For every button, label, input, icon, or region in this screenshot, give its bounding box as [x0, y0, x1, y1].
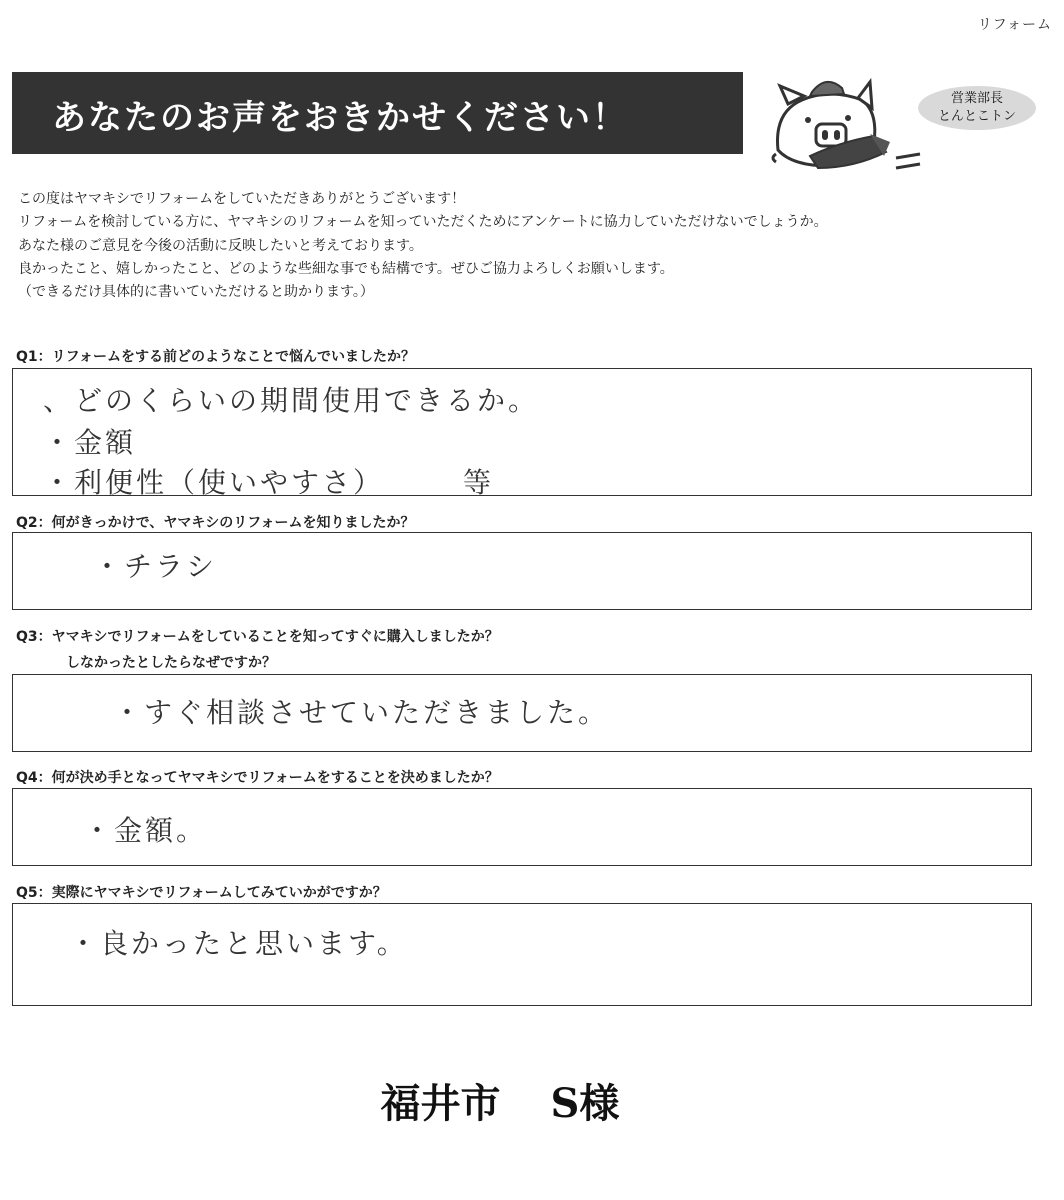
answer-box-5	[12, 903, 1032, 1006]
mascot-name-badge	[918, 86, 1036, 130]
customer-signature	[0, 1072, 1000, 1129]
intro-line: 良かったこと、嬉しかったこと、どのような些細な事でも結構です。ぜひご協力よろしくお願いします。	[18, 260, 674, 277]
answer-1-line-1: 、どのくらいの期間使用できるか。	[43, 384, 540, 417]
intro-line: この度はヤマキシでリフォームをしていただきありがとうございます！	[18, 191, 466, 207]
answer-1-line-3: ・利便性（使いやすさ） 等	[43, 466, 495, 499]
corner-label: リフォーム	[977, 17, 1052, 33]
answer-3-line-1: ・すぐ相談させていただきました。	[113, 696, 610, 729]
intro-text	[18, 188, 828, 304]
intro-line: リフォームを検討している方に、ヤマキシのリフォームを知っていただくためにアンケートに協力していただけないでしょうか。	[18, 214, 828, 231]
answer-box-2	[12, 532, 1032, 610]
question-5: Q5：実際にヤマキシでリフォームしてみていかがですか？	[16, 885, 387, 901]
answer-5-line-1: ・良かったと思います。	[69, 927, 408, 960]
answer-box-1	[12, 368, 1032, 499]
question-3	[16, 626, 499, 672]
answer-box-4	[12, 788, 1032, 866]
question-3-sub: しなかったとしたらなぜですか？	[66, 655, 276, 671]
question-2: Q2：何がきっかけで、ヤマキシのリフォームを知りましたか？	[16, 515, 415, 531]
page-title: あなたのお声をおきかせください！	[52, 98, 628, 138]
customer-name: S様	[550, 1080, 620, 1127]
badge-title: 営業部長	[950, 91, 1003, 106]
answer-4-line-1: ・金額。	[83, 814, 208, 847]
answer-2-line-1: ・チラシ	[93, 550, 218, 583]
answer-box-3	[12, 674, 1032, 752]
answer-1-line-2: ・金額	[43, 426, 137, 459]
question-3-label: Q3：ヤマキシでリフォームをしていることを知ってすぐに購入しましたか？	[16, 629, 499, 645]
title-banner	[12, 72, 743, 154]
question-1: Q1：リフォームをする前どのようなことで悩んでいましたか？	[16, 349, 415, 365]
intro-line: （できるだけ具体的に書いていただけると助かります。）	[18, 284, 374, 301]
pig-mascot-icon	[770, 72, 930, 182]
intro-line: あなた様のご意見を今後の活動に反映したいと考えております。	[18, 237, 423, 254]
badge-name: とんとこトン	[937, 109, 1016, 124]
question-4: Q4：何が決め手となってヤマキシでリフォームをすることを決めましたか？	[16, 770, 499, 786]
customer-city: 福井市	[380, 1080, 501, 1127]
